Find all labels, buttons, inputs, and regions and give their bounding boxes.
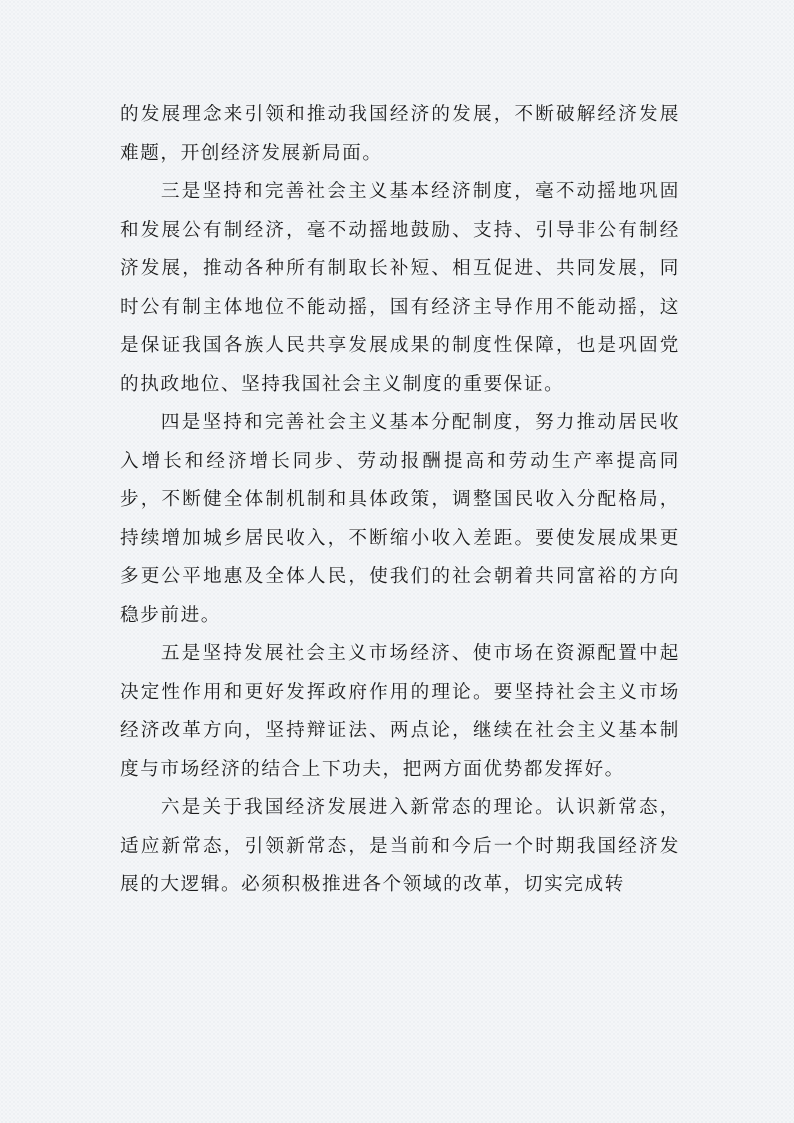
paragraph-point-five: 五是坚持发展社会主义市场经济、使市场在资源配置中起决定性作用和更好发挥政府作用的理论。要坚持社会主义市场经济改革方向，坚持辩证法、两点论，继续在社会主义基本制度与市场经济的结合上下功夫，把两方面优势都发挥好。 — [120, 643, 680, 780]
paragraph-point-four: 四是坚持和完善社会主义基本分配制度，努力推动居民收入增长和经济增长同步、劳动报酬提高和劳动生产率提高同步，不断健全体制机制和具体政策，调整国民收入分配格局，持续增加城乡居民收入，不断缩小收入差距。要使发展成果更多更公平地惠及全体人民，使我们的社会朝着共同富裕的方向稳步前进。 — [120, 412, 680, 626]
paragraph-continuation: 的发展理念来引领和推动我国经济的发展，不断破解经济发展难题，开创经济发展新局面。 — [120, 104, 680, 164]
paragraph-point-six: 六是关于我国经济发展进入新常态的理论。认识新常态，适应新常态，引领新常态，是当前和今后一个时期我国经济发展的大逻辑。必须积极推进各个领域的改革，切实完成转 — [120, 797, 680, 895]
paragraph-point-three: 三是坚持和完善社会主义基本经济制度，毫不动摇地巩固和发展公有制经济，毫不动摇地鼓励、支持、引导非公有制经济发展，推动各种所有制取长补短、相互促进、共同发展，同时公有制主体地位不能动摇，国有经济主导作用不能动摇，这是保证我国各族人民共享发展成果的制度性保障，也是巩固党的执政地位、坚持我国社会主义制度的重要保证。 — [120, 181, 680, 395]
document-page — [120, 96, 680, 905]
